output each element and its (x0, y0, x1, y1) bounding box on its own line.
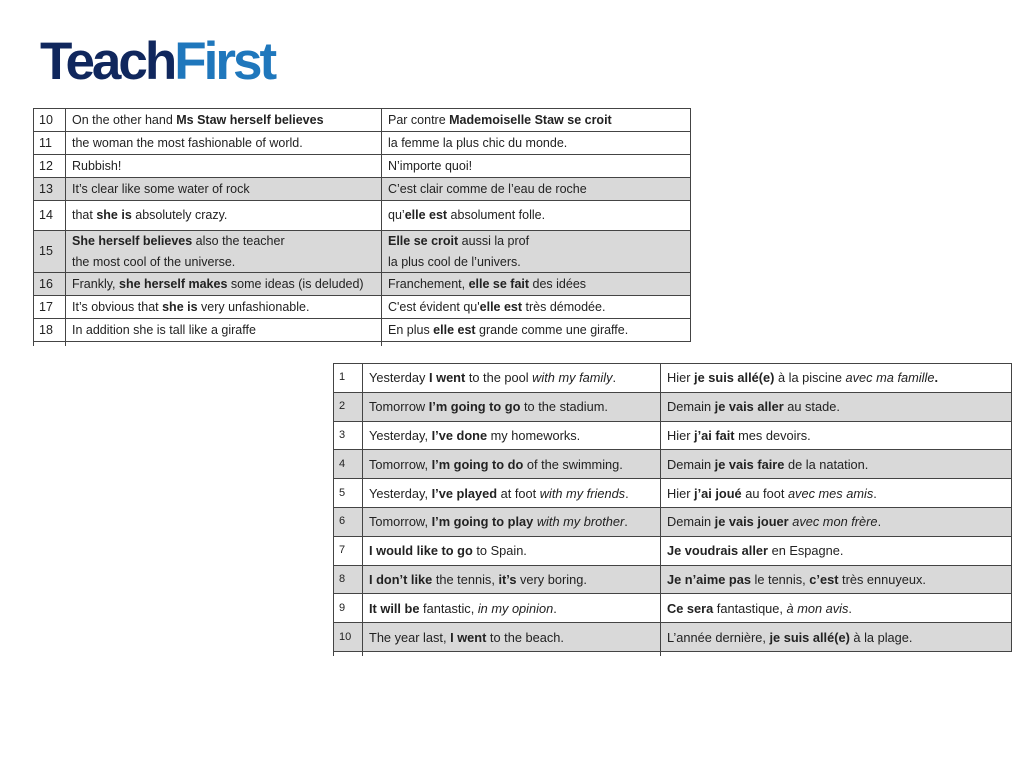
text-segment: fantastique, (713, 600, 787, 616)
bold-phrase: She herself believes (72, 233, 193, 248)
table-row (334, 623, 1012, 652)
text-segment: le tennis, (750, 571, 810, 587)
row-number: 6 (334, 507, 363, 536)
row-number: 11 (34, 132, 66, 155)
bold-phrase: Elle se croit (388, 233, 459, 248)
bold-phrase: c’est (809, 571, 839, 587)
bold-phrase: I’m going to do (431, 456, 524, 472)
french-sentence (382, 296, 691, 319)
text-segment: my homeworks. (487, 427, 581, 443)
table-row (34, 231, 691, 273)
text-segment: très ennuyeux. (838, 571, 926, 587)
row-number: 2 (334, 392, 363, 421)
table-row (334, 565, 1012, 594)
text-segment: à la piscine (774, 370, 846, 386)
text-segment: Tomorrow, (369, 456, 432, 472)
row-number: 12 (34, 155, 66, 178)
table-row (334, 364, 1012, 393)
bold-phrase: she is (162, 299, 198, 314)
text-segment: au foot (741, 485, 788, 501)
table-row (334, 536, 1012, 565)
text-segment: very boring. (516, 571, 587, 587)
text-segment: absolument folle. (447, 208, 546, 222)
english-sentence (363, 392, 661, 421)
text-segment: On the other hand (72, 112, 177, 127)
logo-teach: Teach (40, 32, 175, 91)
text-segment: Hier (667, 485, 695, 501)
bold-phrase: I’m going to go (428, 399, 521, 415)
row-number: 9 (334, 594, 363, 623)
text-segment: . (873, 485, 877, 501)
text-segment: . (624, 514, 628, 530)
text-segment: to the stadium. (520, 399, 608, 415)
table-row (34, 201, 691, 231)
french-sentence (661, 536, 1012, 565)
french-sentence (661, 594, 1012, 623)
english-sentence (363, 507, 661, 536)
text-segment: Yesterday, (369, 427, 432, 443)
text-segment: mes devoirs. (734, 427, 811, 443)
text-segment: the woman the most fashionable of world. (72, 135, 303, 150)
bold-phrase: she herself makes (119, 276, 228, 291)
bold-phrase: je suis allé(e) (769, 629, 850, 645)
english-sentence (66, 132, 382, 155)
text-segment: Yesterday (369, 370, 429, 386)
text-segment: C'est évident qu' (388, 299, 480, 314)
english-sentence (66, 231, 382, 273)
row-number: 7 (334, 536, 363, 565)
french-sentence (382, 109, 691, 132)
text-segment: en Espagne. (768, 543, 844, 559)
text-segment: Tomorrow, (369, 514, 432, 530)
bold-phrase: I’ve played (431, 485, 498, 501)
bold-phrase: j’ai joué (694, 485, 742, 501)
row-number: 8 (334, 565, 363, 594)
table-row (34, 109, 691, 132)
italic-phrase: with my brother (536, 514, 625, 530)
text-segment: The year last, (369, 629, 451, 645)
row-number: 10 (334, 623, 363, 652)
row-number: 17 (34, 296, 66, 319)
sentence-line (388, 234, 690, 249)
text-segment: . (612, 370, 617, 386)
bold-phrase: elle est (433, 322, 476, 337)
row-number: 16 (34, 273, 66, 296)
text-segment: Franchement, (388, 276, 469, 291)
bold-phrase: I’ve done (431, 427, 488, 443)
table-row (34, 178, 691, 201)
italic-phrase: avec mes amis (787, 485, 874, 501)
italic-phrase: à mon avis (786, 600, 849, 616)
bold-phrase: it’s (498, 571, 517, 587)
sentence-line (72, 234, 381, 249)
text-segment: Demain (667, 514, 715, 530)
english-sentence (66, 296, 382, 319)
bold-phrase: I don’t like (369, 571, 433, 587)
table-row (34, 319, 691, 342)
text-segment: Yesterday, (369, 485, 432, 501)
bold-phrase: elle se fait (468, 276, 530, 291)
text-segment: absolutely crazy. (131, 208, 228, 222)
english-sentence (66, 273, 382, 296)
row-number: 3 (334, 421, 363, 450)
text-segment: Par contre (388, 112, 450, 127)
english-sentence (66, 201, 382, 231)
text-segment: aussi la prof (458, 233, 530, 248)
english-sentence (363, 479, 661, 508)
bold-phrase: . (934, 370, 939, 386)
french-sentence (382, 132, 691, 155)
text-segment: très démodée. (522, 299, 606, 314)
bold-phrase: elle est (479, 299, 523, 314)
row-number: 1 (334, 364, 363, 393)
text-segment: In addition she is tall like a giraffe (72, 322, 256, 337)
teach-first-logo (40, 32, 274, 92)
table-row (34, 132, 691, 155)
text-segment: at foot (497, 485, 540, 501)
bold-phrase: Je n’aime pas (667, 571, 751, 587)
bold-phrase: she is (96, 208, 132, 222)
row-number: 5 (334, 479, 363, 508)
bold-phrase: Ce sera (667, 600, 714, 616)
bold-phrase: je vais aller (714, 399, 784, 415)
bold-phrase: Ms Staw herself believes (176, 112, 324, 127)
french-sentence (661, 392, 1012, 421)
english-sentence (363, 450, 661, 479)
sentence-line (72, 255, 381, 270)
text-segment: à la plage. (849, 629, 913, 645)
english-sentence (66, 109, 382, 132)
french-sentence (382, 231, 691, 273)
italic-phrase: avec mon frère (792, 514, 878, 530)
table-row (334, 479, 1012, 508)
english-sentence (363, 565, 661, 594)
text-segment: Tomorrow (369, 399, 429, 415)
text-segment: grande comme une giraffe. (475, 322, 629, 337)
bold-phrase: je vais jouer (714, 514, 789, 530)
translation-table-bottom (333, 363, 1012, 652)
text-segment: the most cool of the universe. (72, 254, 236, 269)
bold-phrase: I went (429, 370, 466, 386)
text-segment: Demain (667, 399, 715, 415)
text-segment: qu’ (388, 208, 405, 222)
text-segment: some ideas (is deluded) (227, 276, 364, 291)
text-segment: very unfashionable. (197, 299, 310, 314)
english-sentence (363, 364, 661, 393)
french-sentence (661, 479, 1012, 508)
bold-phrase: I went (450, 629, 487, 645)
english-sentence (363, 623, 661, 652)
italic-phrase: with my friends (539, 485, 626, 501)
bold-phrase: Mademoiselle Staw se croit (449, 112, 612, 127)
table-row (334, 392, 1012, 421)
text-segment: to the pool (465, 370, 533, 386)
text-segment: . (848, 600, 852, 616)
text-segment: la femme la plus chic du monde. (388, 135, 568, 150)
row-number: 18 (34, 319, 66, 342)
text-segment: . (553, 600, 557, 616)
text-segment: fantastic, (419, 600, 478, 616)
table-row (334, 421, 1012, 450)
logo-first: First (174, 32, 275, 91)
row-number: 13 (34, 178, 66, 201)
english-sentence (66, 155, 382, 178)
french-sentence (382, 178, 691, 201)
text-segment: Rubbish! (72, 158, 122, 173)
french-sentence (661, 450, 1012, 479)
french-sentence (661, 623, 1012, 652)
sentence-line (388, 255, 690, 270)
text-segment: C’est clair comme de l’eau de roche (388, 181, 587, 196)
italic-phrase: in my opinion (477, 600, 554, 616)
text-segment: . (625, 485, 629, 501)
text-segment: the tennis, (432, 571, 499, 587)
bold-phrase: It will be (369, 600, 420, 616)
text-segment: N’importe quoi! (388, 158, 473, 173)
french-sentence (382, 155, 691, 178)
english-sentence (363, 421, 661, 450)
french-sentence (661, 364, 1012, 393)
text-segment: Demain (667, 456, 715, 472)
text-segment: En plus (388, 322, 434, 337)
table-row (334, 507, 1012, 536)
italic-phrase: avec ma famille (845, 370, 935, 386)
french-sentence (382, 319, 691, 342)
table-row (334, 450, 1012, 479)
english-sentence (363, 594, 661, 623)
row-number: 10 (34, 109, 66, 132)
bold-phrase: Je voudrais aller (667, 543, 769, 559)
row-number: 15 (34, 231, 66, 273)
bold-phrase: je vais faire (714, 456, 785, 472)
table-row (34, 296, 691, 319)
text-segment: L’année dernière, (667, 629, 770, 645)
bold-phrase: je suis allé(e) (694, 370, 775, 386)
bold-phrase: I would like to go (369, 543, 473, 559)
row-number: 14 (34, 201, 66, 231)
french-sentence (382, 201, 691, 231)
italic-phrase: with my family (532, 370, 613, 386)
translation-table-top (33, 108, 691, 342)
table-row (334, 594, 1012, 623)
bold-phrase: j’ai fait (694, 427, 735, 443)
text-segment: to Spain. (472, 543, 527, 559)
text-segment: Hier (667, 427, 695, 443)
text-segment: that (72, 208, 97, 222)
table-row (34, 273, 691, 296)
text-segment: also the teacher (192, 233, 285, 248)
english-sentence (363, 536, 661, 565)
text-segment: de la natation. (784, 456, 869, 472)
text-segment: des idées (529, 276, 587, 291)
bold-phrase: I’m going to play (431, 514, 534, 530)
text-segment: . (877, 514, 882, 530)
english-sentence (66, 319, 382, 342)
table-row (34, 155, 691, 178)
french-sentence (661, 507, 1012, 536)
text-segment: au stade. (783, 399, 840, 415)
french-sentence (661, 421, 1012, 450)
text-segment: of the swimming. (523, 456, 623, 472)
text-segment: It’s obvious that (72, 299, 163, 314)
text-segment: Frankly, (72, 276, 119, 291)
text-segment: Hier (667, 370, 695, 386)
bold-phrase: elle est (404, 208, 448, 222)
french-sentence (661, 565, 1012, 594)
french-sentence (382, 273, 691, 296)
text-segment: to the beach. (486, 629, 564, 645)
text-segment: It’s clear like some water of rock (72, 181, 250, 196)
text-segment: la plus cool de l’univers. (388, 254, 521, 269)
row-number: 4 (334, 450, 363, 479)
english-sentence (66, 178, 382, 201)
